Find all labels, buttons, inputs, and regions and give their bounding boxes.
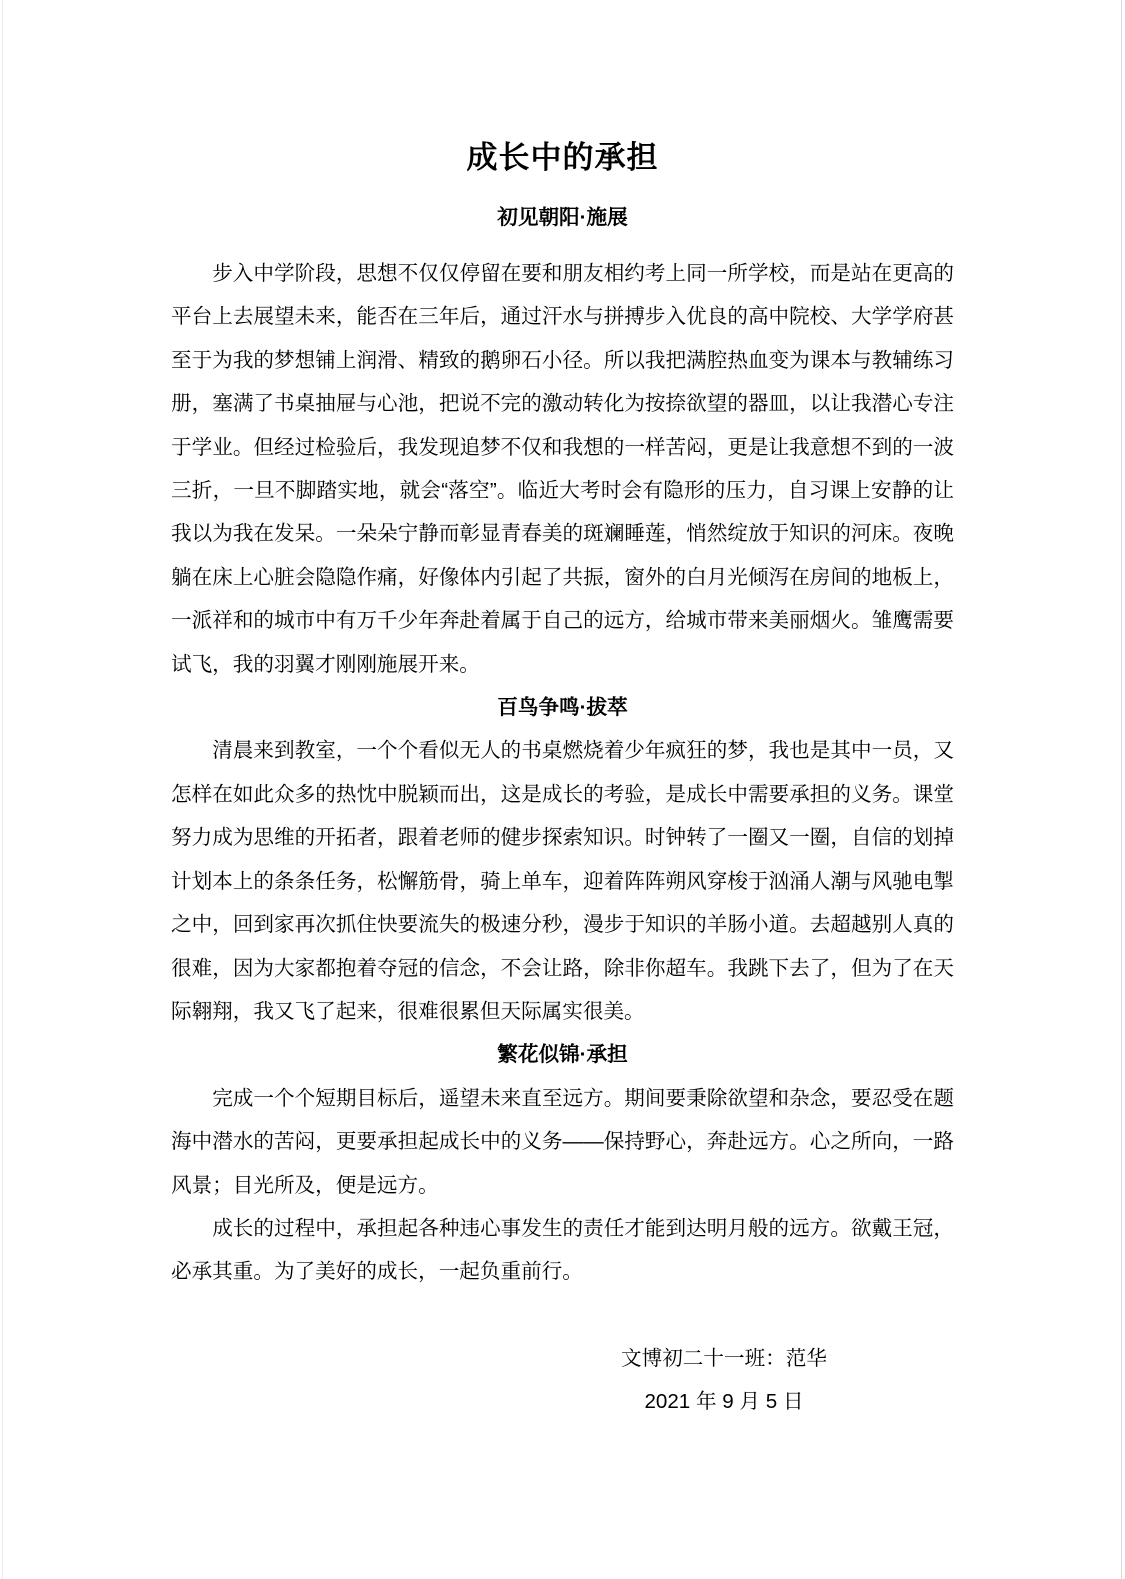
page-left-edge (2, 0, 3, 1579)
document-content (171, 0, 954, 1424)
page-right-edge (1121, 0, 1122, 1579)
signature-author: 文博初二十一班：范华 (621, 1346, 827, 1370)
paragraph-2-1: 清晨来到教室，一个个看似无人的书桌燃烧着少年疯狂的梦，我也是其中一员，又怎样在如此众多的热忱中脱颖而出，这是成长的考验，是成长中需要承担的义务。课堂努力成为思维的开拓者，跟着老师的健步探索知识。时钟转了一圈又一圈，自信的划掉计划本上的条条任务，松懈筋骨，骑上单车，迎着阵阵朔风穿梭于汹涌人潮与风驰电掣之中，回到家再次抓住快要流失的极速分秒，漫步于知识的羊肠小道。去超越别人真的很难，因为大家都抱着夺冠的信念，不会让路，除非你超车。我跳下去了，但为了在天际翱翔，我又飞了起来，很难很累但天际属实很美。 (171, 739, 954, 1023)
document-title: 成长中的承担 (466, 140, 659, 175)
section-heading-3: 繁花似锦·承担 (497, 1043, 628, 1067)
signature-date: 2021 年 9 月 5 日 (644, 1390, 804, 1414)
section-heading-1: 初见朝阳·施展 (497, 206, 628, 229)
paragraph-1-1: 步入中学阶段，思想不仅仅停留在要和朋友相约考上同一所学校，而是站在更高的平台上去展望未来，能否在三年后，通过汗水与拼搏步入优良的高中院校、大学学府甚至于为我的梦想铺上润滑、精致的鹅卵石小径。所以我把满腔热血变为课本与教辅练习册，塞满了书桌抽屉与心池，把说不完的激动转化为按捺欲望的器皿，以让我潜心专注于学业。但经过检验后，我发现追梦不仅和我想的一样苦闷，更是让我意想不到的一波三折，一旦不脚踏实地，就会“落空”。临近大考时会有隐形的压力，自习课上安静的让我以为我在发呆。一朵朵宁静而彰显青春美的斑斓睡莲，悄然绽放于知识的河床。夜晚躺在床上心脏会隐隐作痛，好像体内引起了共振，窗外的白月光倾泻在房间的地板上，一派祥和的城市中有万千少年奔赴着属于自己的远方，给城市带来美丽烟火。雏鹰需要试飞，我的羽翼才刚刚施展开来。 (171, 262, 954, 676)
paragraph-3-2: 成长的过程中，承担起各种违心事发生的责任才能到达明月般的远方。欲戴王冠，必承其重。为了美好的成长，一起负重前行。 (171, 1216, 954, 1284)
signature-block (574, 1337, 874, 1424)
paragraph-3-1: 完成一个个短期目标后，遥望未来直至远方。期间要秉除欲望和杂念，要忍受在题海中潜水的苦闷，更要承担起成长中的义务——保持野心，奔赴远方。心之所向，一路风景；目光所及，便是远方。 (171, 1086, 954, 1197)
section-heading-2: 百鸟争鸣·拔萃 (497, 696, 628, 720)
